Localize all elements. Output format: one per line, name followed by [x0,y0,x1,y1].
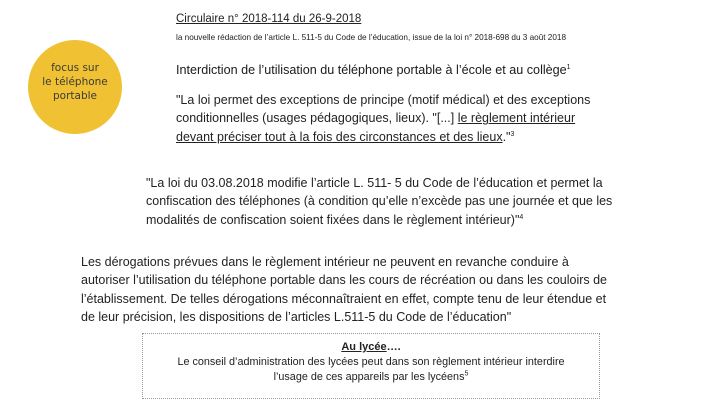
lycee-line-2-text: l’usage de ces appareils par les lycéens [273,370,465,383]
quote-confiscation-line-1: "La loi du 03.08.2018 modifie l’article L. 511- 5 du Code de l’éducation et permet la [146,176,603,190]
badge-line-2: le téléphone [42,76,108,88]
quote-exceptions-text: conditionnelles (usages pédagogiques, lieux). "[...] [176,111,458,126]
quote-exceptions-line-2 [176,109,646,127]
section-heading [176,63,571,77]
footnote-ref-1: 1 [566,63,571,71]
footnote-ref-3: 3 [510,130,515,138]
footnote-ref-5: 5 [464,369,469,377]
lycee-line-1: Le conseil d’administration des lycées peut dans son règlement intérieur interdire [177,356,565,368]
lycee-title-text: Au lycée [341,341,387,353]
lycee-line-2 [143,370,599,385]
quote-exceptions-line-1: "La loi permet des exceptions de principe (motif médical) et des exceptions [176,93,591,107]
quote-confiscation-line-3 [146,211,676,229]
circular-title: Circulaire n° 2018-114 du 26-9-2018 [176,13,362,25]
quote-exceptions-line-3 [176,128,646,146]
footnote-ref-4: 4 [519,213,524,221]
quote-confiscation-text: modalités de confiscation soient fixées dans le règlement intérieur)" [146,212,520,227]
underlined-circonstances: devant préciser tout à la fois des circonstances et des lieux [176,129,503,144]
focus-badge [28,40,122,134]
section-heading-text: Interdiction de l’utilisation du téléphone portable à l’école et au collège [176,63,567,77]
derogations-line-4: de leur précision, les dispositions de l’articles L.511-5 du Code de l’éducation" [81,310,512,325]
underlined-reglement: le règlement intérieur [457,111,576,126]
quote-confiscation [146,174,676,229]
derogations-line-1: Les dérogations prévues dans le règlement intérieur ne peuvent en revanche conduire à [81,255,569,269]
badge-line-3: portable [53,90,97,102]
badge-line-1: focus sur [51,62,99,74]
quote-confiscation-line-2: confiscation des téléphones (à condition qu’elle n’excède pas une journée et que les [146,194,613,209]
quote-exceptions [176,91,646,146]
lycee-title-suffix: …. [386,341,401,353]
derogations-paragraph [81,253,691,327]
circular-subtitle: la nouvelle rédaction de l’article L. 511-5 du Code de l’éducation, issue de la loi n° 2018-698 du 3 août 2018 [176,33,567,42]
derogations-line-2: autoriser l’utilisation du téléphone portable dans les cours de récréation ou dans les couloirs de [81,273,608,288]
focus-badge-text [36,61,114,103]
quote-exceptions-end: ." [502,129,511,144]
lycee-box [142,333,600,399]
derogations-line-3: l’établissement. De telles dérogations méconnaîtraient en effet, compte tenu de leur étendue et [81,291,607,306]
lycee-title [143,340,599,355]
